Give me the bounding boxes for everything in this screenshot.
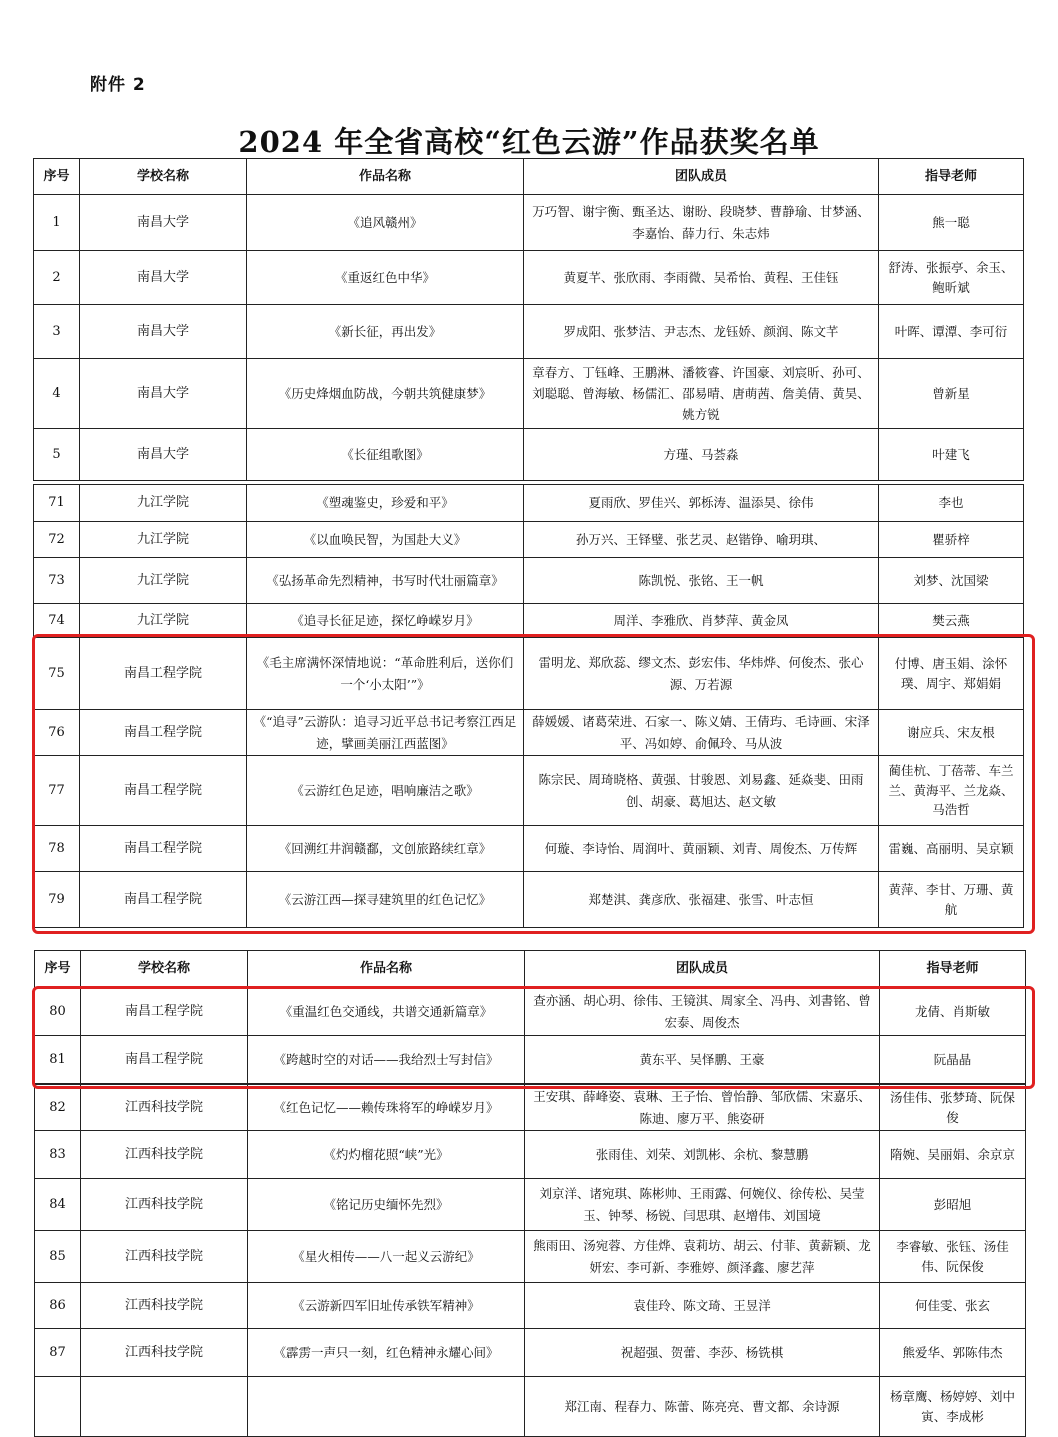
cell-members: 何璇、李诗怡、周润叶、黄丽颖、刘青、周俊杰、万传辉 [524,826,879,872]
cell-school: 九江学院 [80,604,247,638]
table-row [34,558,1024,604]
cell-school: 南昌大学 [80,359,247,429]
cell-no: 74 [34,604,80,638]
cell-teacher: 熊爱华、郭陈伟杰 [880,1329,1026,1377]
cell-school: 南昌工程学院 [80,710,247,756]
cell-members: 夏雨欣、罗佳兴、郭栎涛、温添昊、徐伟 [524,485,879,522]
cell-school: 南昌大学 [80,195,247,251]
cell-work: 《霹雳一声只一刻，红色精神永耀心间》 [248,1329,525,1377]
cell-no: 84 [35,1179,81,1231]
cell-no: 5 [34,429,80,481]
cell-members: 刘京洋、诸宛琪、陈彬帅、王雨露、何婉仪、徐传松、吴莹玉、钟琴、杨锐、闫思琪、赵增伟、刘国境 [525,1179,880,1231]
cell-no: 86 [35,1283,81,1329]
cell-school: 九江学院 [80,485,247,522]
cell-school: 南昌大学 [80,429,247,481]
cell-members: 万巧智、谢宇衡、甄圣达、谢盼、段晓梦、曹静瑜、甘梦涵、李嘉怡、薛力行、朱志炜 [524,195,879,251]
table-row [35,1036,1026,1084]
cell-work: 《灼灼榴花照“峡”光》 [248,1131,525,1179]
cell-no: 82 [35,1085,81,1131]
cell-school: 九江学院 [80,558,247,604]
table-row [35,988,1026,1036]
awards-table-part-4 [34,1084,1026,1437]
table-row [34,604,1024,638]
cell-no: 79 [34,872,80,928]
cell-teacher: 瞿骄梓 [879,522,1024,558]
header-school: 学校名称 [80,159,247,195]
cell-work: 《重返红色中华》 [247,251,524,305]
table-row [34,429,1024,481]
cell-members: 郑江南、程春力、陈蕾、陈亮亮、曹文都、余诗源 [525,1377,880,1437]
cell-members: 黄夏芊、张欣雨、李雨微、吴希怡、黄程、王佳钰 [524,251,879,305]
table-row [34,195,1024,251]
header-no: 序号 [34,159,80,195]
cell-teacher: 熊一聪 [879,195,1024,251]
table-row [35,1131,1026,1179]
cell-teacher: 隋婉、吴丽娟、余京京 [880,1131,1026,1179]
cell-teacher: 叶建飞 [879,429,1024,481]
cell-members: 雷明龙、郑欣蕊、缪文杰、彭宏伟、华炜烨、何俊杰、张心源、万若源 [524,638,879,710]
cell-teacher: 付博、唐玉娟、涂怀璞、周宇、郑娟娟 [879,638,1024,710]
cell-teacher: 汤佳伟、张梦琦、阮保俊 [880,1085,1026,1131]
cell-members: 王安琪、薛峰姿、袁琳、王子怡、曾怡静、邹欣儒、宋嘉乐、陈迪、廖万平、熊姿研 [525,1085,880,1131]
cell-members: 张雨佳、刘荣、刘凯彬、余杭、黎慧鹏 [525,1131,880,1179]
header-school: 学校名称 [81,951,248,988]
header-work: 作品名称 [248,951,525,988]
cell-work: 《铭记历史缅怀先烈》 [248,1179,525,1231]
cell-work: 《塑魂鉴史，珍爱和平》 [247,485,524,522]
header-teacher: 指导老师 [879,159,1024,195]
cell-members: 熊雨田、汤宛蓉、方佳烨、袁莉坊、胡云、付菲、黄薪颖、龙妍宏、李可新、李雅婷、颜泽鑫、廖艺萍 [525,1231,880,1283]
cell-teacher: 阮晶晶 [880,1036,1026,1084]
awards-table-part-1 [33,158,1024,481]
header-no: 序号 [35,951,81,988]
cell-members: 罗成阳、张梦洁、尹志杰、龙钰娇、颜润、陈文芊 [524,305,879,359]
cell-teacher: 龙倩、肖斯敏 [880,988,1026,1036]
table-row [34,251,1024,305]
table-header-row [35,951,1026,988]
cell-school: 南昌工程学院 [80,872,247,928]
table-row [34,485,1024,522]
table-row [34,305,1024,359]
cell-no: 75 [34,638,80,710]
cell-teacher: 黄萍、李甘、万珊、黄航 [879,872,1024,928]
cell-school: 南昌工程学院 [80,756,247,826]
cell-teacher: 彭昭旭 [880,1179,1026,1231]
cell-no: 72 [34,522,80,558]
cell-no: 80 [35,988,81,1036]
cell-work: 《云游江西—探寻建筑里的红色记忆》 [247,872,524,928]
cell-teacher: 谢应兵、宋友根 [879,710,1024,756]
cell-teacher: 杨章鹰、杨婷婷、刘中寅、李成彬 [880,1377,1026,1437]
table-row [34,638,1024,710]
cell-school: 江西科技学院 [81,1231,248,1283]
cell-teacher: 舒涛、张振亭、余玉、鲍昕斌 [879,251,1024,305]
table-row [34,872,1024,928]
cell-school: 江西科技学院 [81,1179,248,1231]
cell-school: 江西科技学院 [81,1131,248,1179]
cell-work: 《“追寻”云游队：追寻习近平总书记考察江西足迹，擘画美丽江西蓝图》 [247,710,524,756]
cell-teacher: 曾新星 [879,359,1024,429]
table-row [34,826,1024,872]
cell-teacher: 刘梦、沈国梁 [879,558,1024,604]
cell-members: 方瑾、马荟淼 [524,429,879,481]
cell-no: 78 [34,826,80,872]
cell-no: 76 [34,710,80,756]
cell-no: 85 [35,1231,81,1283]
cell-work: 《毛主席满怀深情地说：“革命胜利后，送你们一个‘小太阳’”》 [247,638,524,710]
cell-teacher: 李也 [879,485,1024,522]
attachment-label: 附件 2 [90,75,146,95]
cell-work: 《星火相传——八一起义云游纪》 [248,1231,525,1283]
cell-school: 江西科技学院 [81,1283,248,1329]
cell-members: 查亦涵、胡心玥、徐伟、王镜淇、周家全、冯冉、刘書铭、曾宏泰、周俊杰 [525,988,880,1036]
cell-work: 《以血唤民智，为国赴大义》 [247,522,524,558]
cell-work: 《历史烽烟血防战，今朝共筑健康梦》 [247,359,524,429]
cell-work: 《新长征，再出发》 [247,305,524,359]
cell-work: 《红色记忆——赖传珠将军的峥嵘岁月》 [248,1085,525,1131]
table-row [34,710,1024,756]
document-title: 2024 年全省高校“红色云游”作品获奖名单 [238,125,820,159]
table-header-row [34,159,1024,195]
cell-no: 3 [34,305,80,359]
table-row [35,1085,1026,1131]
cell-members: 祝超强、贺蕾、李莎、杨铣棋 [525,1329,880,1377]
cell-teacher: 李睿敏、张钰、汤佳伟、阮保俊 [880,1231,1026,1283]
cell-members: 袁佳玲、陈文琦、王昱洋 [525,1283,880,1329]
table-row [35,1329,1026,1377]
cell-no: 77 [34,756,80,826]
table-row [34,359,1024,429]
cell-members: 陈宗民、周琦晓格、黄强、甘骏恩、刘易鑫、延焱斐、田雨创、胡豪、葛旭达、赵文敏 [524,756,879,826]
awards-table-part-2 [33,484,1024,928]
cell-no [35,1377,81,1437]
cell-members: 薛媛媛、诸葛荣进、石家一、陈义婧、王倩玙、毛诗画、宋泽平、冯如婷、俞佩玲、马从波 [524,710,879,756]
table-row [35,1283,1026,1329]
cell-members: 章春方、丁钰峰、王鹏淋、潘筱睿、许国豪、刘宸昕、孙可、刘聪聪、曾海敏、杨儒汇、邵易晴、唐萌茜、詹美倩、黄昊、姚方锐 [524,359,879,429]
table-row [34,522,1024,558]
header-work: 作品名称 [247,159,524,195]
cell-school: 南昌工程学院 [81,1036,248,1084]
cell-school: 南昌工程学院 [80,826,247,872]
cell-teacher: 何佳雯、张玄 [880,1283,1026,1329]
cell-members: 孙万兴、王铎璧、张艺灵、赵锴铮、喻玥琪、 [524,522,879,558]
cell-work: 《跨越时空的对话——我给烈士写封信》 [248,1036,525,1084]
cell-work: 《长征组歌图》 [247,429,524,481]
cell-work: 《追风赣州》 [247,195,524,251]
cell-school: 九江学院 [80,522,247,558]
cell-school: 南昌大学 [80,305,247,359]
cell-work: 《云游红色足迹，唱响廉洁之歌》 [247,756,524,826]
cell-no: 81 [35,1036,81,1084]
cell-members: 郑楚淇、龚彦欣、张福建、张雪、叶志恒 [524,872,879,928]
cell-members: 陈凯悦、张铭、王一帆 [524,558,879,604]
cell-school: 江西科技学院 [81,1085,248,1131]
header-members: 团队成员 [524,159,879,195]
cell-school: 南昌工程学院 [81,988,248,1036]
cell-work: 《追寻长征足迹，探忆峥嵘岁月》 [247,604,524,638]
table-row [34,756,1024,826]
cell-teacher: 雷巍、高丽明、吴京颖 [879,826,1024,872]
table-row [35,1377,1026,1437]
cell-teacher: 叶晖、谭潭、李可衍 [879,305,1024,359]
table-row [35,1179,1026,1231]
awards-table-part-3 [34,950,1026,1084]
cell-work: 《回溯红井润赣鄱，文创旅路续红章》 [247,826,524,872]
cell-work: 《重温红色交通线，共谱交通新篇章》 [248,988,525,1036]
cell-school: 江西科技学院 [81,1329,248,1377]
cell-teacher: 蔺佳杭、丁蓓蒂、车兰兰、黄海平、兰龙焱、马浩哲 [879,756,1024,826]
cell-no: 4 [34,359,80,429]
header-members: 团队成员 [525,951,880,988]
cell-school: 南昌大学 [80,251,247,305]
cell-members: 周洋、李雅欣、肖梦萍、黄金凤 [524,604,879,638]
cell-school [81,1377,248,1437]
cell-work: 《弘扬革命先烈精神，书写时代壮丽篇章》 [247,558,524,604]
table-row [35,1231,1026,1283]
page-break [0,931,1058,949]
cell-work: 《云游新四军旧址传承铁军精神》 [248,1283,525,1329]
cell-work [248,1377,525,1437]
cell-school: 南昌工程学院 [80,638,247,710]
cell-members: 黄东平、吴怿鹏、王豪 [525,1036,880,1084]
cell-no: 71 [34,485,80,522]
cell-teacher: 樊云燕 [879,604,1024,638]
cell-no: 2 [34,251,80,305]
cell-no: 87 [35,1329,81,1377]
cell-no: 73 [34,558,80,604]
cell-no: 1 [34,195,80,251]
cell-no: 83 [35,1131,81,1179]
header-teacher: 指导老师 [880,951,1026,988]
